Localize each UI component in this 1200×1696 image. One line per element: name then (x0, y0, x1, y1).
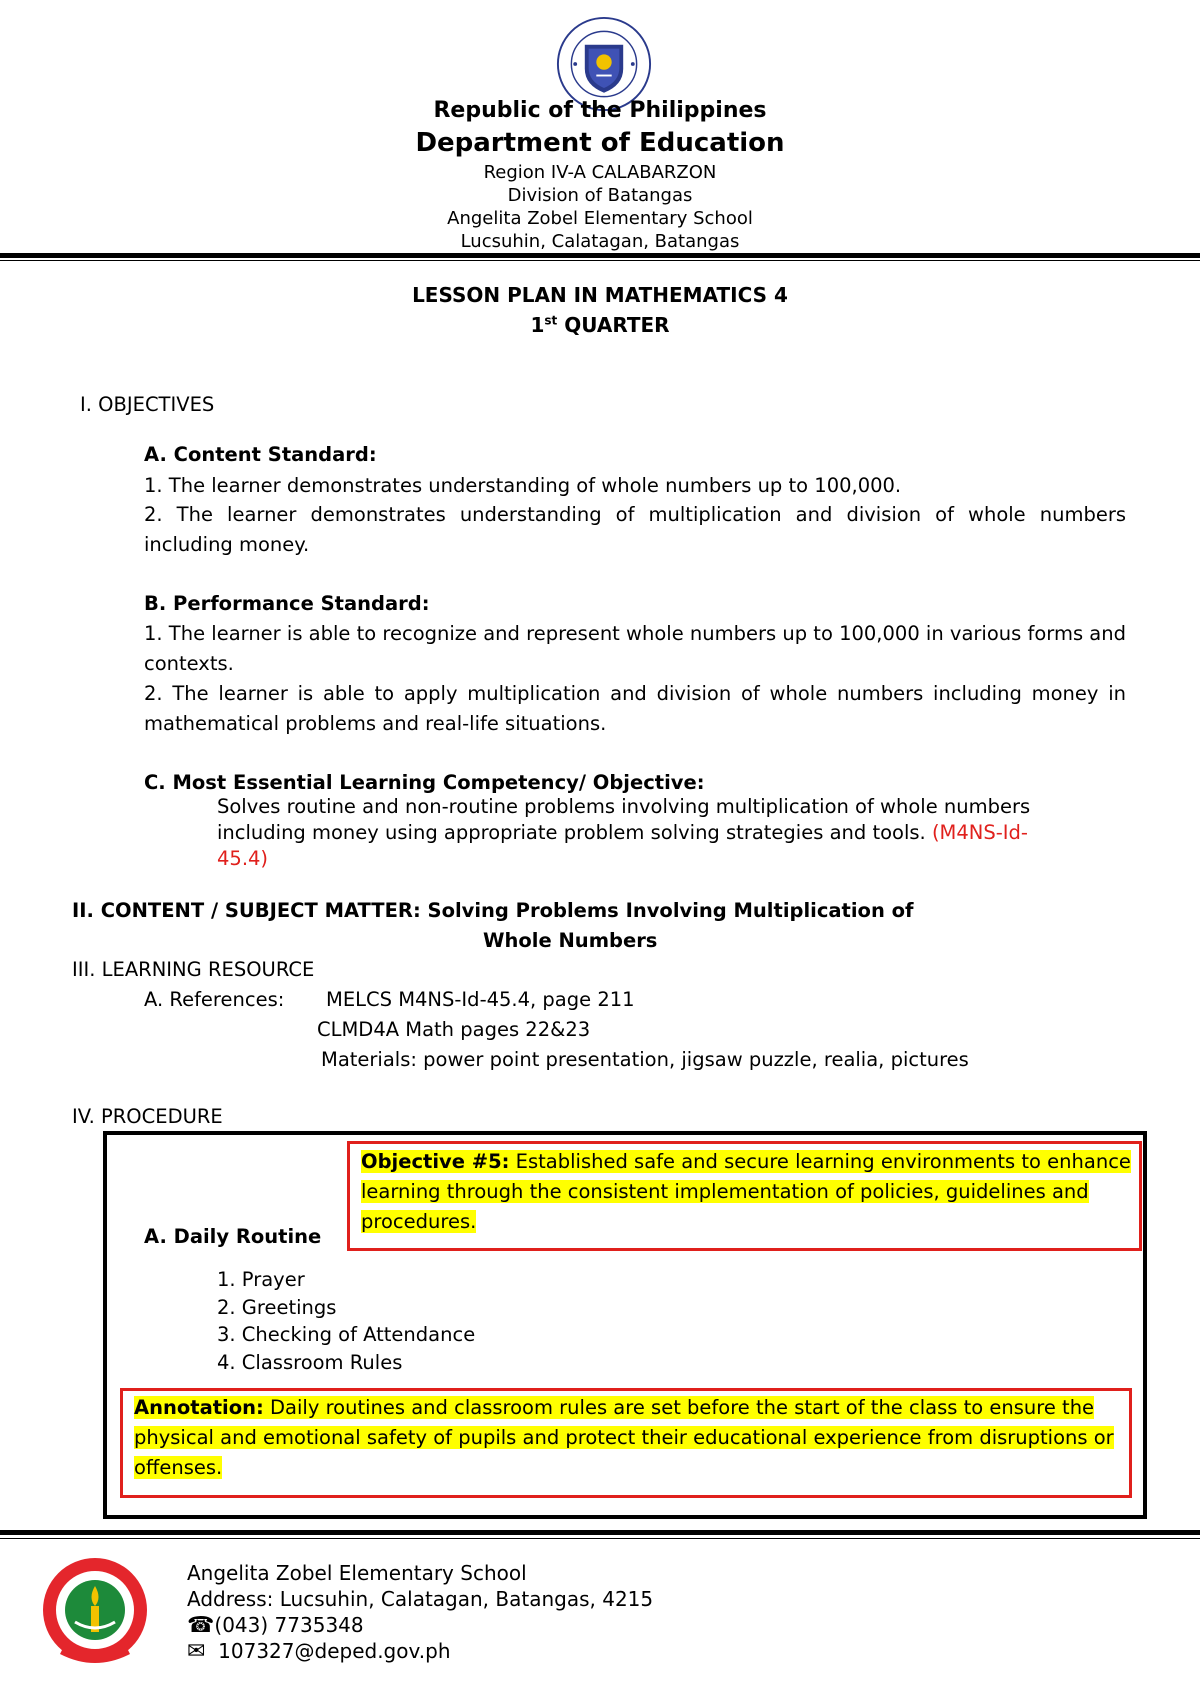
header-republic: Republic of the Philippines (433, 98, 767, 123)
references-label: A. References: (144, 988, 285, 1011)
materials: Materials: power point presentation, jigsaw puzzle, realia, pictures (321, 1048, 969, 1071)
performance-standard-heading: B. Performance Standard: (144, 592, 430, 615)
performance-standard-1: 1. The learner is able to recognize and represent whole numbers up to 100,000 in various forms and contexts. (144, 622, 1126, 675)
footer-school: Angelita Zobel Elementary School (187, 1561, 527, 1585)
content-standard-1: 1. The learner demonstrates understanding of whole numbers up to 100,000. (144, 474, 902, 497)
learning-resource-heading: III. LEARNING RESOURCE (72, 958, 315, 981)
annotation-note: Annotation: Daily routines and classroom rules are set before the start of the class to ensure the physical and emotional safety of pupils and protect their educational experience from disruptions or offenses. (134, 1396, 1114, 1479)
daily-routine-heading: A. Daily Routine (144, 1225, 322, 1248)
footer-phone: ☎(043) 7735348 (187, 1613, 364, 1638)
melc-code: (M4NS-Id-45.4) (217, 821, 1028, 870)
quarter-title: 1st QUARTER (530, 313, 670, 337)
melc-text: Solves routine and non-routine problems involving multiplication of whole numbers including money using appropriate problem solving strategies and tools. (M4NS-Id-45.4) (217, 795, 1031, 870)
footer-divider (0, 1530, 1200, 1535)
header-address: Lucsuhin, Calatagan, Batangas (460, 231, 740, 252)
school-seal-logo (40, 1552, 150, 1672)
footer-email: ✉ 107327@deped.gov.ph (187, 1639, 451, 1664)
header-region: Region IV-A CALABARZON (483, 162, 717, 183)
content-subject-line1: II. CONTENT / SUBJECT MATTER: Solving Problems Involving Multiplication of (72, 899, 914, 922)
footer-divider-thin (0, 1538, 1200, 1539)
routine-item: 2. Greetings (217, 1296, 337, 1319)
content-standard-heading: A. Content Standard: (144, 443, 377, 466)
header-divider-thin (0, 260, 1200, 261)
routine-item: 1. Prayer (217, 1268, 305, 1291)
performance-standard-2: 2. The learner is able to apply multiplication and division of whole numbers including money in mathematical problems and real-life situations. (144, 682, 1126, 735)
melc-heading: C. Most Essential Learning Competency/ Objective: (144, 771, 705, 794)
header-school: Angelita Zobel Elementary School (447, 208, 753, 229)
content-subject-line2: Whole Numbers (483, 929, 658, 952)
reference-2: CLMD4A Math pages 22&23 (317, 1018, 591, 1041)
reference-1: MELCS M4NS-Id-45.4, page 211 (326, 988, 635, 1011)
lesson-plan-title: LESSON PLAN IN MATHEMATICS 4 (412, 283, 788, 307)
content-standard-2: 2. The learner demonstrates understanding of multiplication and division of whole numbers including money. (144, 503, 1126, 556)
routine-item: 3. Checking of Attendance (217, 1323, 476, 1346)
phone-icon: ☎ (187, 1613, 215, 1638)
header-department: Department of Education (415, 128, 785, 158)
procedure-heading: IV. PROCEDURE (72, 1105, 223, 1128)
header-division: Division of Batangas (507, 185, 693, 206)
objectives-heading: I. OBJECTIVES (80, 393, 215, 416)
envelope-icon: ✉ (187, 1639, 206, 1664)
footer-address: Address: Lucsuhin, Calatagan, Batangas, 4215 (187, 1587, 654, 1611)
objective-note: Objective #5: Established safe and secure learning environments to enhance learning through the consistent implementation of policies, guidelines and procedures. (361, 1150, 1131, 1233)
header-divider (0, 253, 1200, 258)
routine-item: 4. Classroom Rules (217, 1351, 403, 1374)
